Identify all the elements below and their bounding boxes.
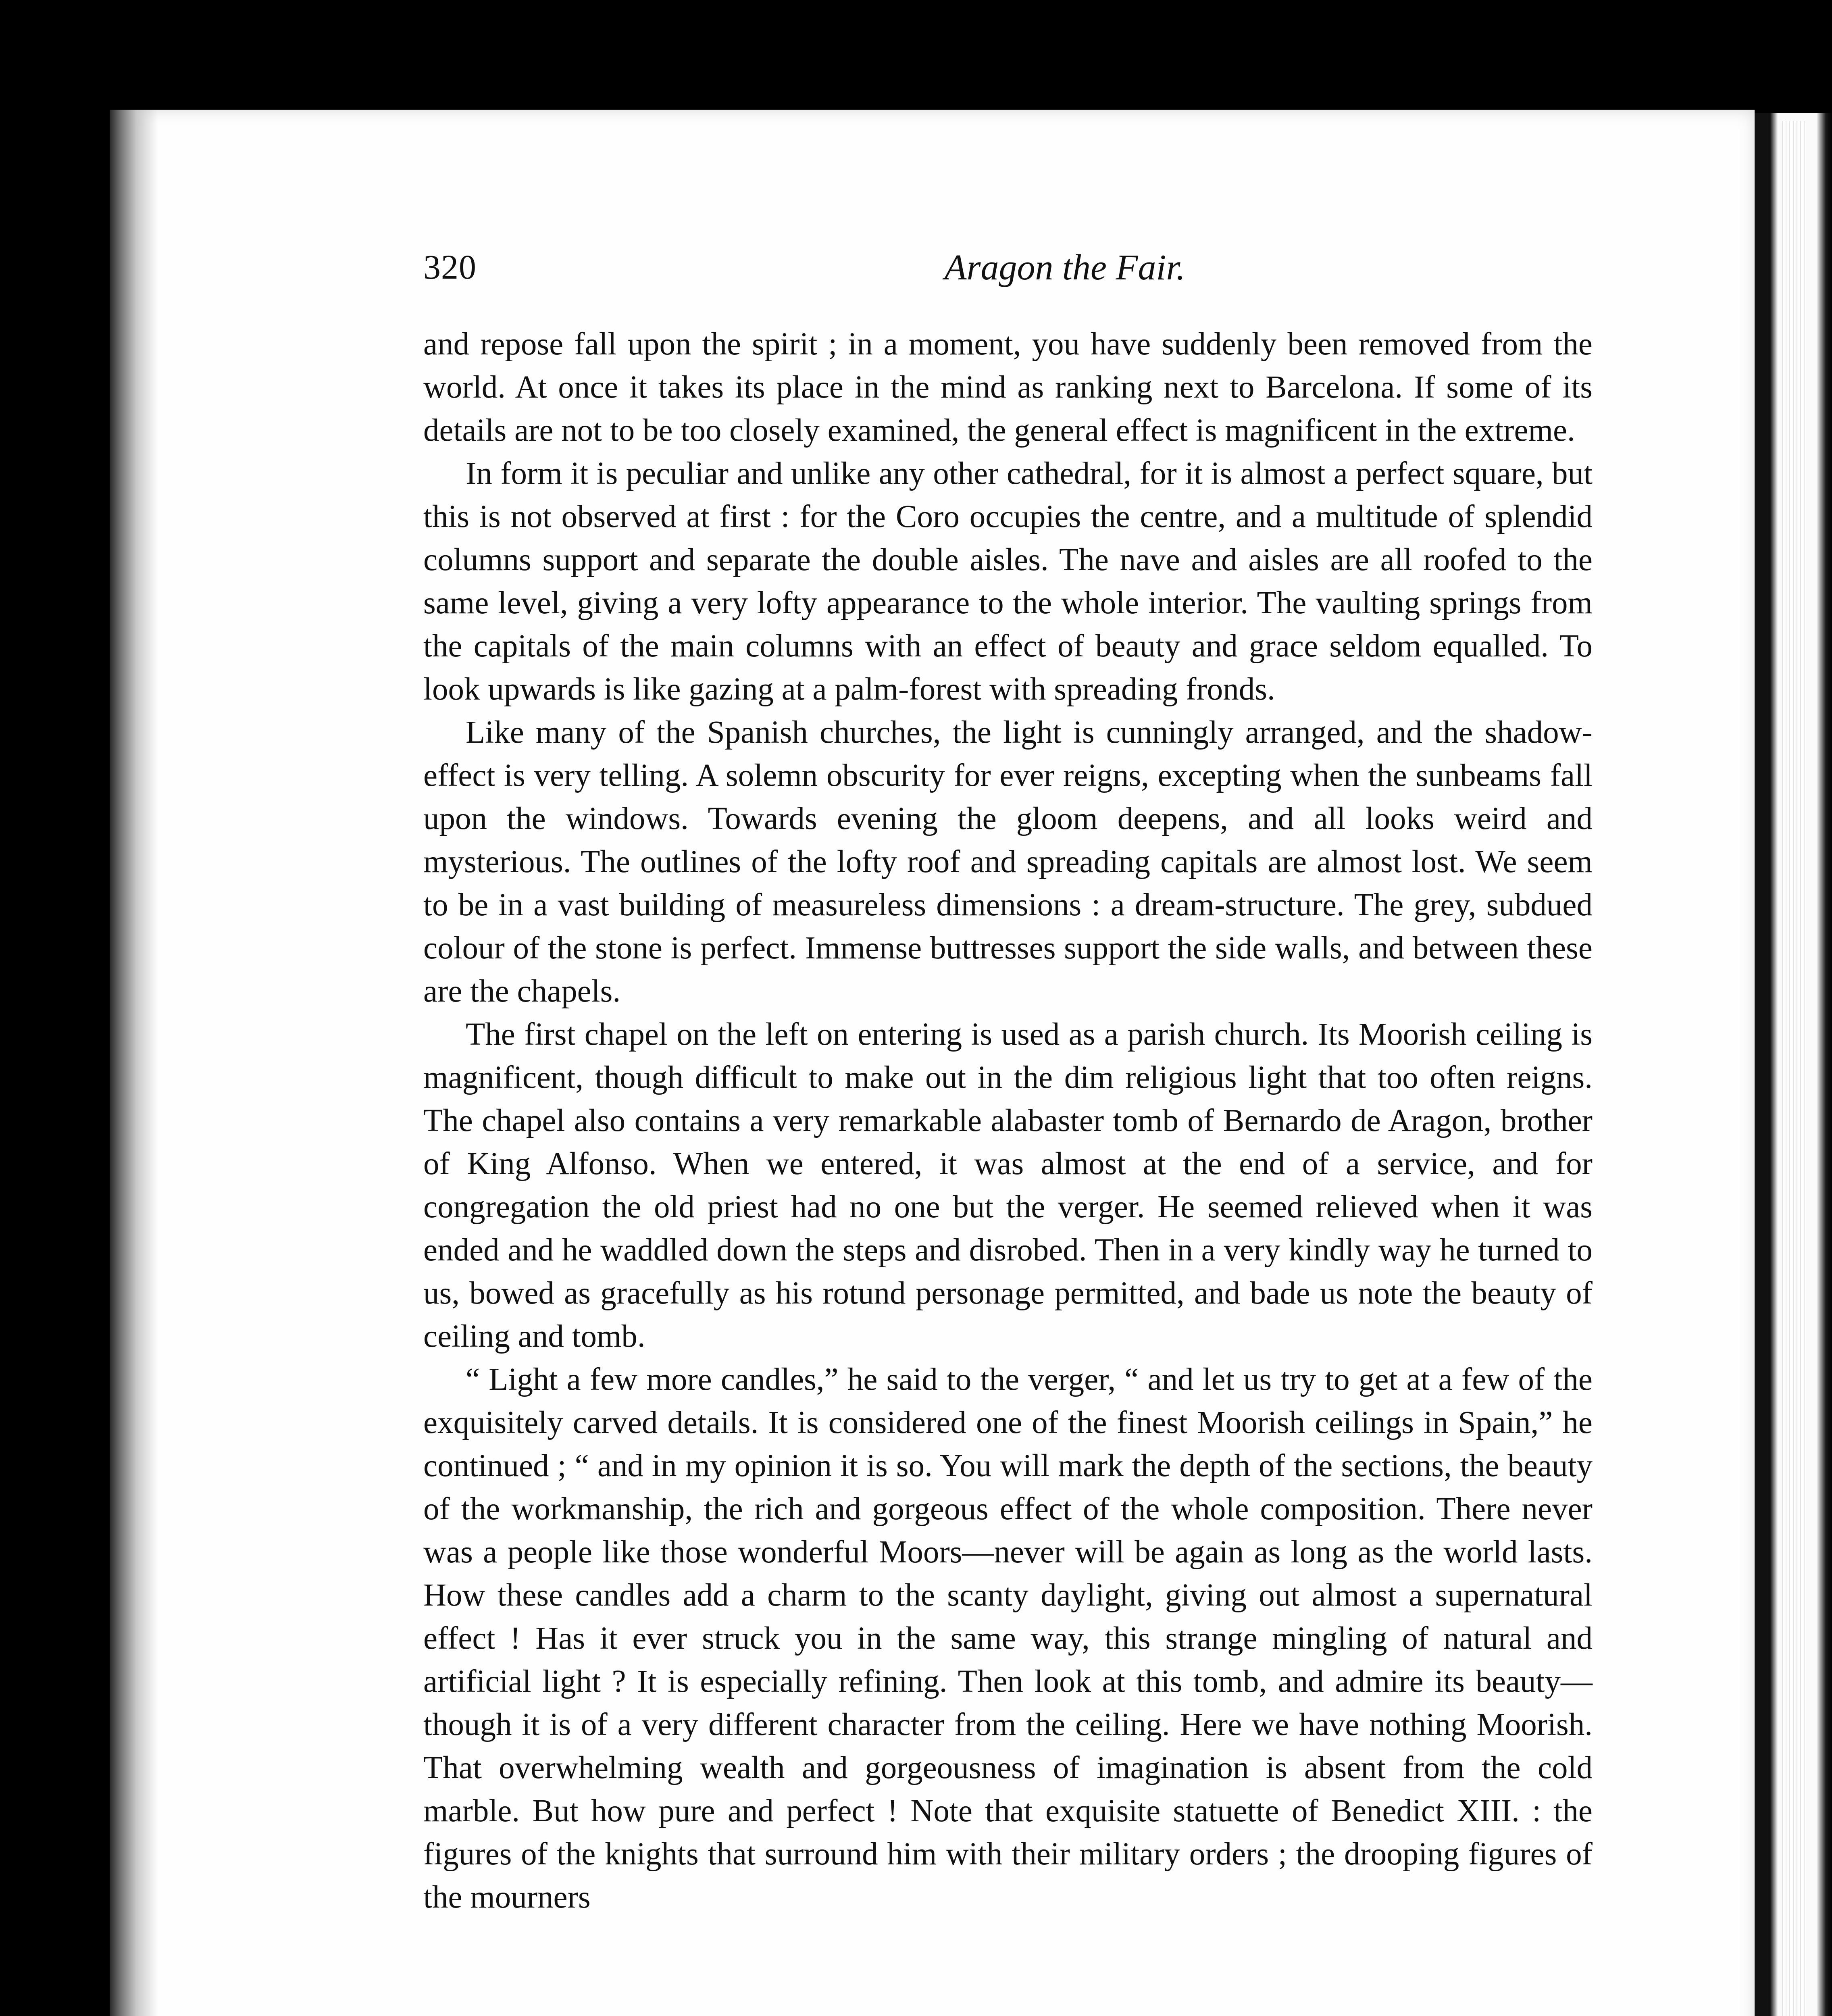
body-text [423, 323, 1593, 1919]
binding-shadow [110, 110, 158, 2016]
page-edge-lines [1782, 121, 1806, 2016]
paragraph: In form it is peculiar and unlike any other cathedral, for it is almost a perfect square, but this is not observed at first : for the Coro occupies the centre, and a multitude of splendid columns support and separate the double aisles. The nave and aisles are all roofed to the same level, giving a very lofty appearance to the whole interior. The vaulting springs from the capitals of the main columns with an effect of beauty and grace seldom equalled. To look upwards is like gazing at a palm-forest with spreading fronds. [423, 456, 1593, 707]
paragraph: The first chapel on the left on entering is used as a parish church. Its Moorish ceiling is magnificent, though difficult to make out in the dim religious light that too often reigns. The chapel also contains a very remarkable alabaster tomb of Bernardo de Aragon, brother of King Alfonso. When we entered, it was almost at the end of a service, and for congregation the old priest had no one but the verger. He seemed relieved when it was ended and he waddled down the steps and disrobed. Then in a very kindly way he turned to us, bowed as gracefully as his rotund personage permitted, and bade us note the beauty of ceiling and tomb. [423, 1017, 1593, 1354]
paragraph: “ Light a few more candles,” he said to the verger, “ and let us try to get at a few of the exquisitely carved details. It is considered one of the finest Moorish ceilings in Spain,” he continued ; “ and in my opinion it is so. You will mark the depth of the sections, the beauty of the workmanship, the rich and gorgeous effect of the whole composition. There never was a people like those wonderful Moors—never will be again as long as the world lasts. How these candles add a charm to the scanty daylight, giving out almost a supernatural effect ! Has it ever struck you in the same way, this strange mingling of natural and artificial light ? It is especially refining. Then look at this tomb, and admire its beauty—though it is of a very different character from the ceiling. Here we have nothing Moorish. That overwhelming wealth and gorgeousness of imagination is absent from the cold marble. But how pure and perfect ! Note that exquisite statuette of Benedict XIII. : the figures of the knights that surround him with their military orders ; the drooping figures of the mourners [423, 1362, 1593, 1915]
running-title: Aragon the Fair. [944, 248, 1185, 287]
paragraph: and repose fall upon the spirit ; in a moment, you have suddenly been removed from the world. At once it takes its place in the mind as ranking next to Barcelona. If some of its details are not to be too closely examined, the general effect is magnificent in the extreme. [423, 327, 1593, 448]
page-number: 320 [423, 248, 477, 286]
paragraph: Like many of the Spanish churches, the light is cunningly arranged, and the shadow-effect is very telling. A solemn obscurity for ever reigns, excepting when the sunbeams fall upon the windows. Towards evening the gloom deepens, and all looks weird and mysterious. The outlines of the lofty roof and spreading capitals are almost lost. We seem to be in a vast building of measureless dimensions : a dream-structure. The grey, subdued colour of the stone is perfect. Immense buttresses support the side walls, and between these are the chapels. [423, 715, 1593, 1009]
page-header [423, 247, 1185, 295]
